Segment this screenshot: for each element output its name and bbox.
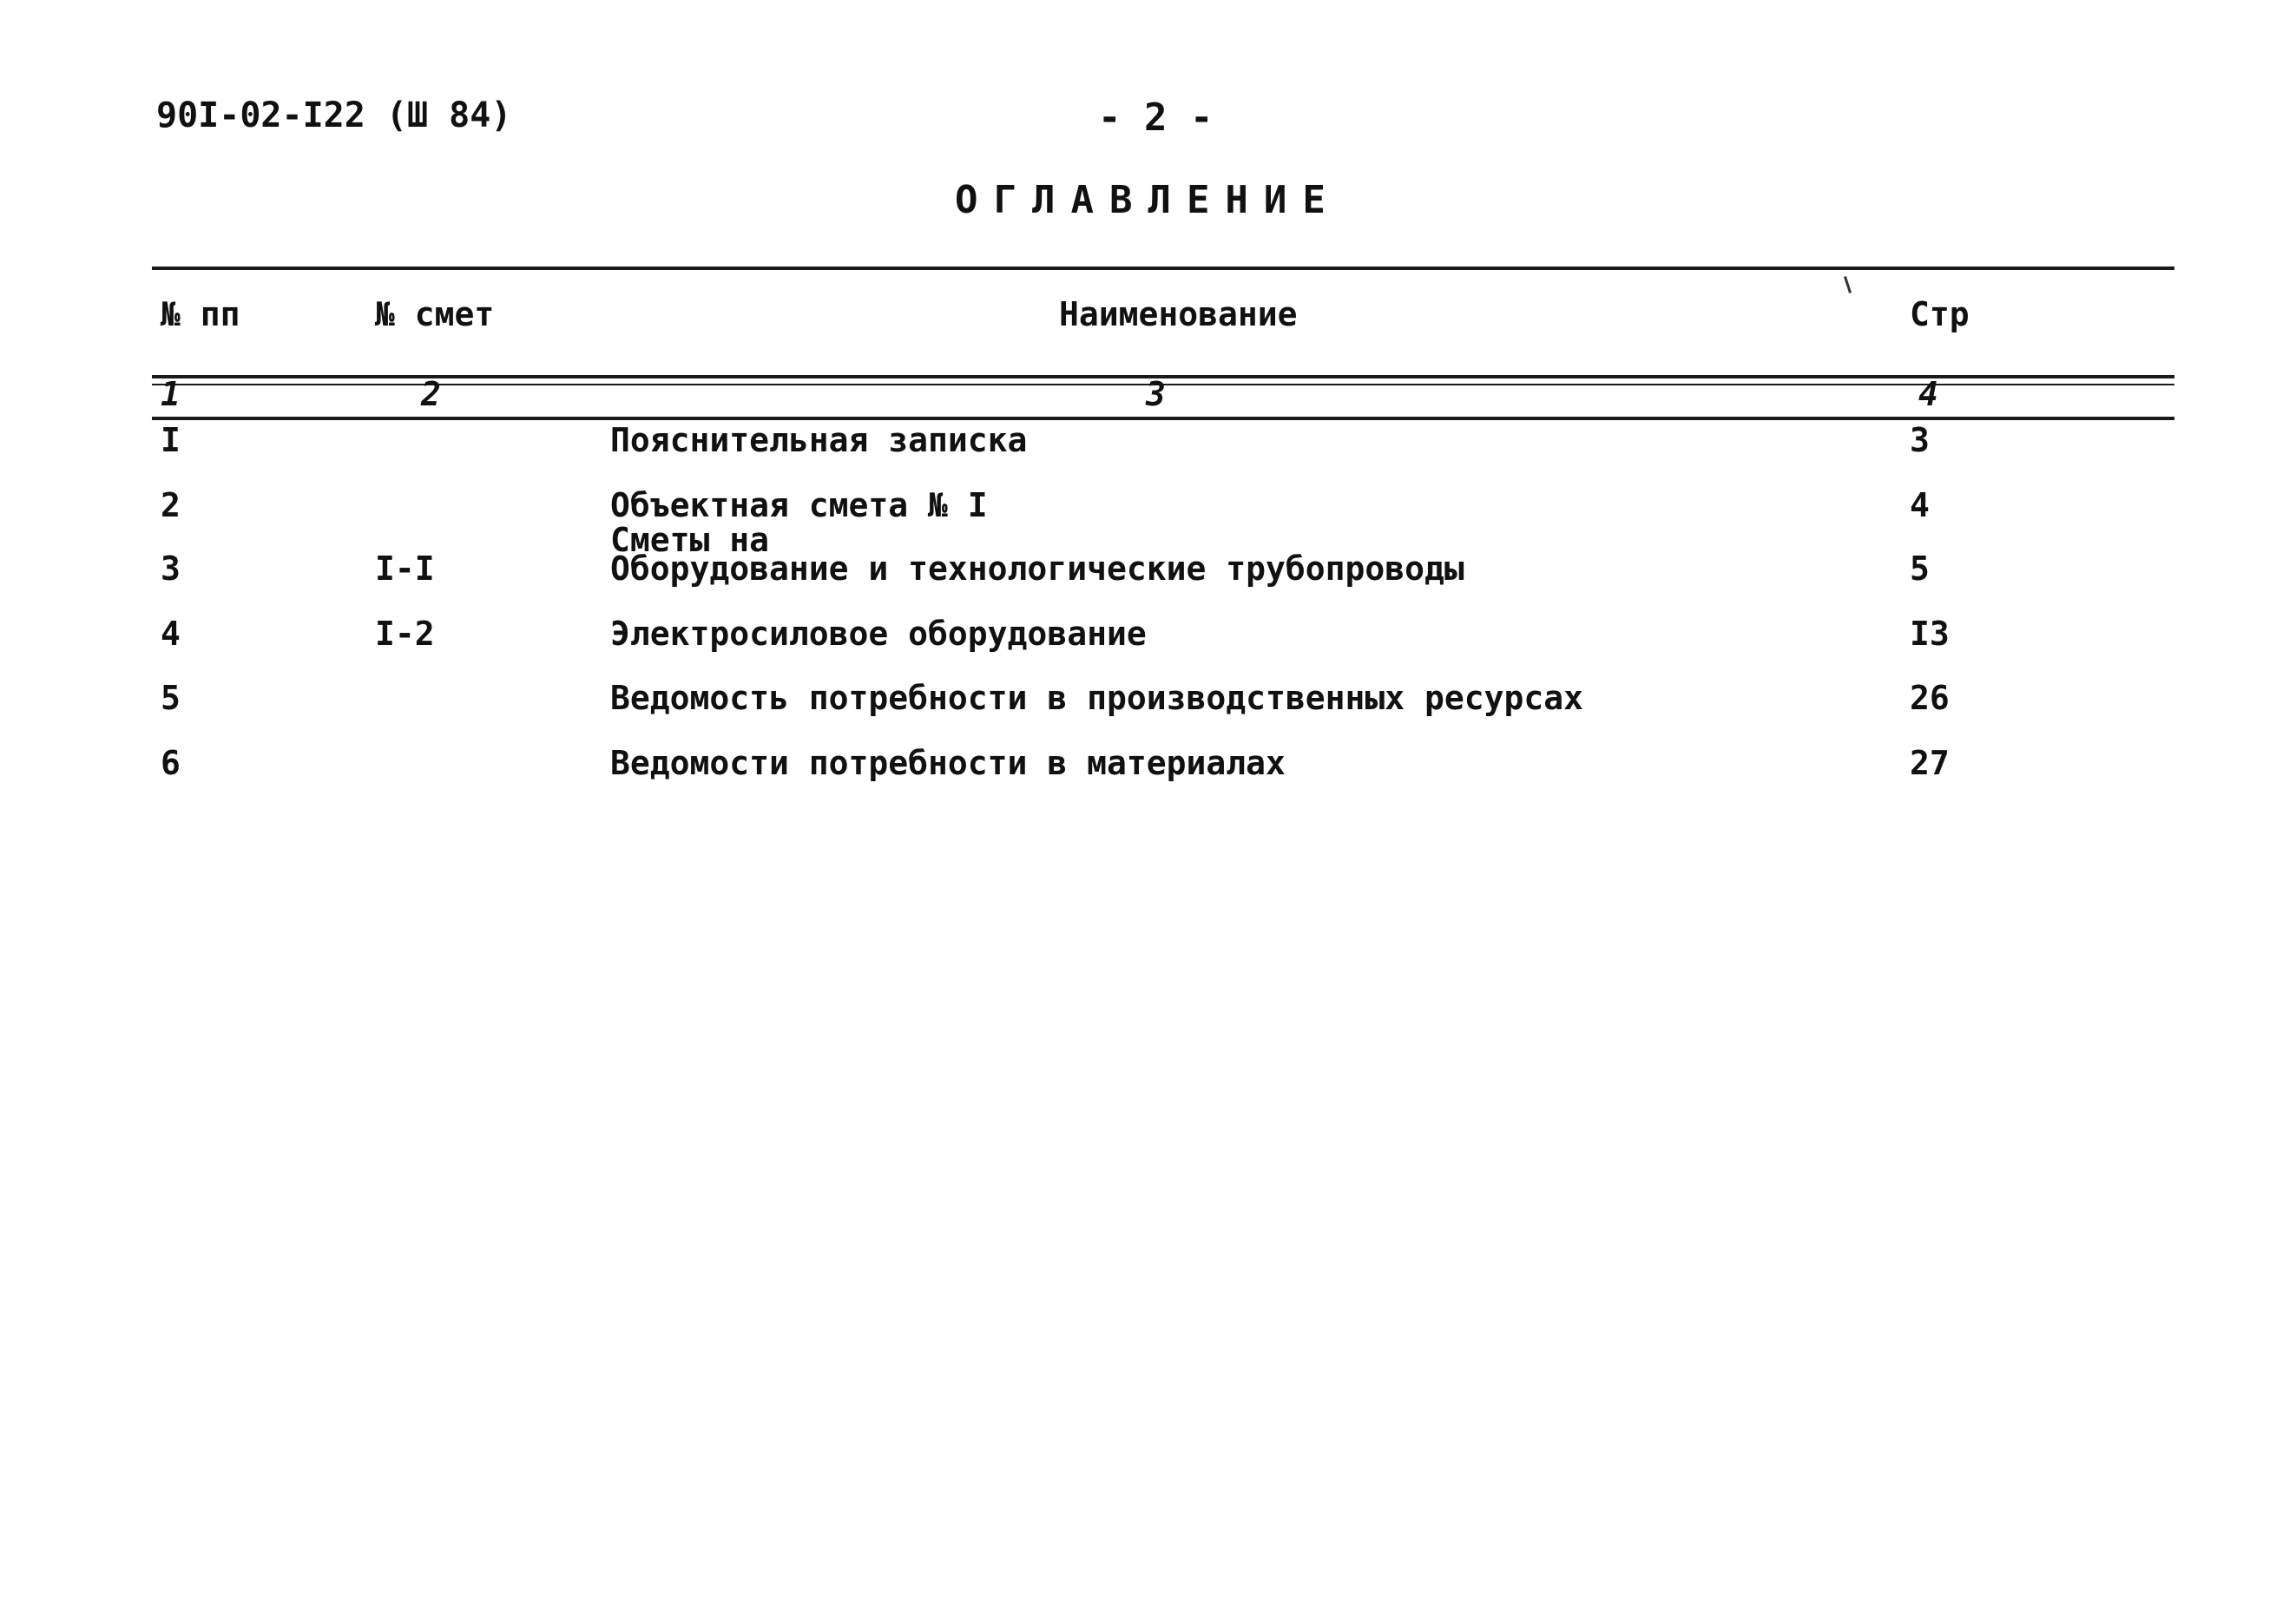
column-number-3: 3 — [1146, 375, 1166, 413]
row-number: 6 — [161, 744, 181, 782]
row-name: Ведомости потребности в материалах — [610, 744, 1286, 782]
row-page: 26 — [1910, 679, 1950, 717]
column-number-4: 4 — [1918, 375, 1938, 413]
row-number: 3 — [161, 549, 181, 588]
row-name: Объектная смета № I — [610, 486, 988, 524]
row-page: 5 — [1910, 549, 1930, 588]
row-number: 2 — [161, 486, 181, 524]
column-number-rule — [152, 417, 2174, 420]
row-page: I3 — [1910, 615, 1950, 653]
header-estimate: № смет — [375, 295, 495, 333]
row-estimate: I-I — [375, 549, 435, 588]
row-name: Ведомость потребности в производственных ресурсах — [610, 679, 1584, 717]
header-name: Наименование — [1059, 295, 1298, 333]
header-page: Стр — [1910, 295, 1970, 333]
page-title: ОГЛАВЛЕНИЕ — [955, 178, 1341, 222]
row-page: 27 — [1910, 744, 1950, 782]
row-name: Оборудование и технологические трубопроводы — [610, 549, 1464, 588]
stray-mark — [1844, 276, 1852, 293]
column-number-1: 1 — [161, 375, 181, 413]
row-estimate: I-2 — [375, 615, 435, 653]
row-number: I — [161, 421, 181, 459]
header-number: № пп — [161, 295, 240, 333]
row-page: 3 — [1910, 421, 1930, 459]
row-number: 4 — [161, 615, 181, 653]
row-name: Электросиловое оборудование — [610, 615, 1147, 653]
estimates-subheading: Сметы на — [610, 521, 770, 559]
document-code: 90I-02-I22 (Ш 84) — [156, 95, 512, 135]
row-number: 5 — [161, 679, 181, 717]
table-top-rule — [152, 266, 2174, 270]
column-number-2: 2 — [421, 375, 441, 413]
row-name: Пояснительная записка — [610, 421, 1028, 459]
row-page: 4 — [1910, 486, 1930, 524]
page-number: - 2 - — [1098, 95, 1214, 140]
